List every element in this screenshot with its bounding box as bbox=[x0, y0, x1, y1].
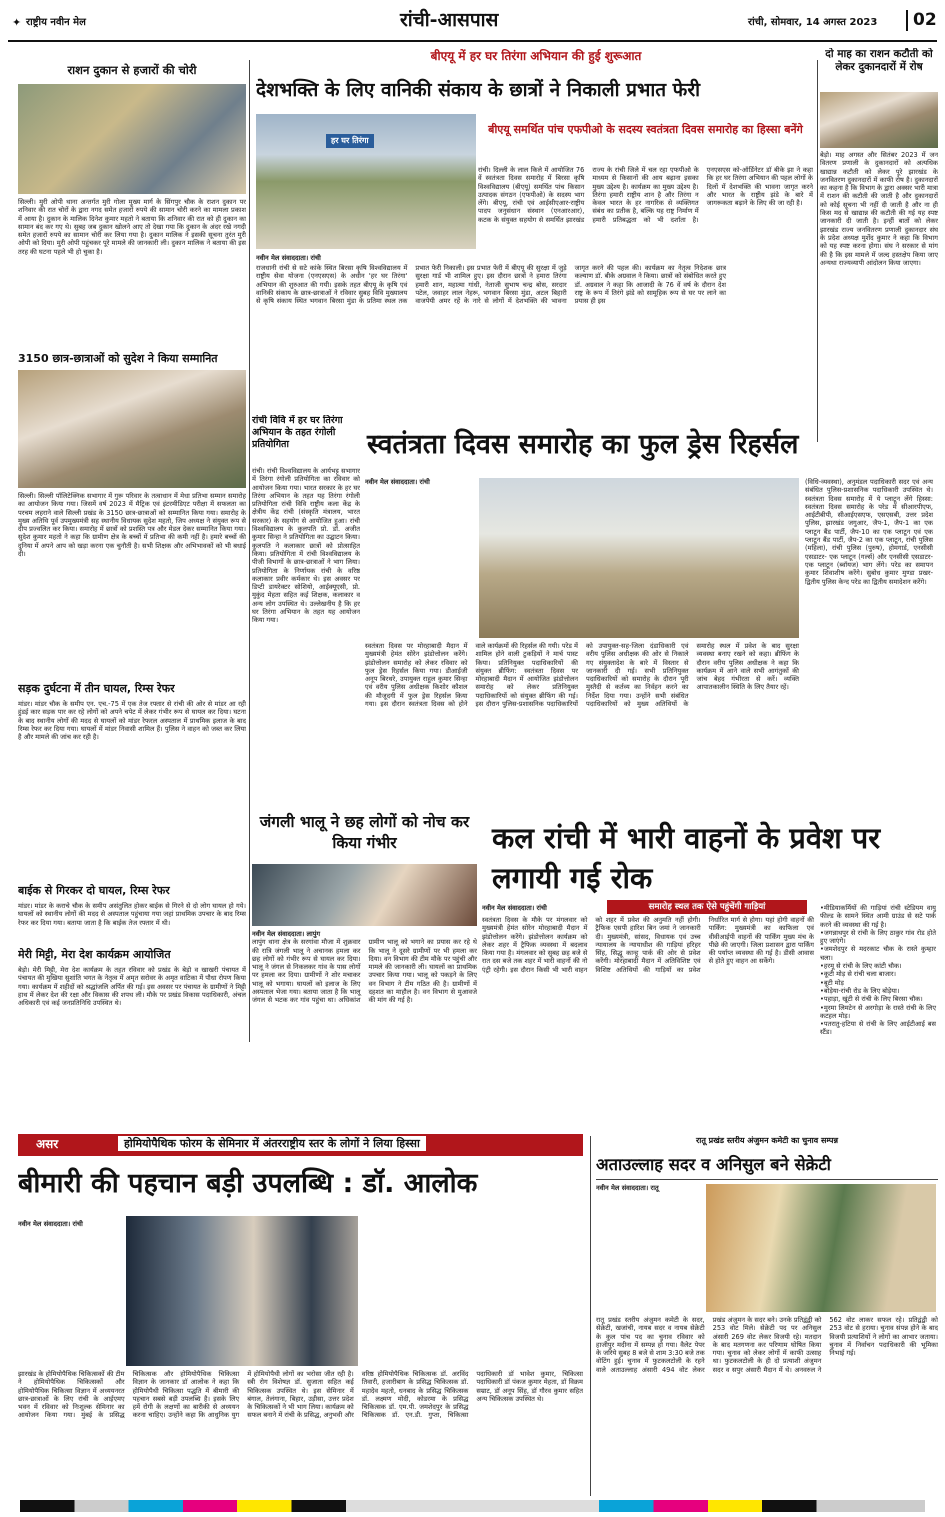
prabhat-pheri-byline: नवीन मेल संवाददाता। रांची bbox=[256, 254, 321, 262]
bike-body: मांडर। मांडर के कराचे चौक के समीप असंतुलित होकर बाईक से गिरने से दो लोग घायल हो गये। घायलों को स्थानीय लोगों की मदद से अस्पताल पहुंचाया गया जहां प्राथमिक उपचार के बाद रिम्स रेफर कर दिया गया। बताया जाता है कि बाईक तेज रफ्तार में थी। bbox=[18, 902, 246, 927]
fpo-body: रांची। दिल्ली के लाल किले में आयोजित 76 वें स्वतंत्रता दिवस समारोह में बिरसा कृषि विश्वविद्यालय (बीएयू) समर्थित पांच किसान उत्पादक संगठन (एफपीओ) के सदस्य भाग लेंगे। बीएयू, रांची एवं आईसीएआर-राष्ट्रीय पादप जनुसंधान संस्थान (एनआरआर), कटक के संयुक्त सहयोग से समर्थित झारखंड राज्य के रांची जिले में चल रहा एफपीओ के माध्यम से किसानों की आय बढ़ाना इसका मुख्य उद्देश्य है। कार्यक्रम का मुख्य उद्देश्य है। तिरंगा हमारी राष्ट्रीय शान है और तिरंगा न केवल भारत के हर नागरिक से व्यक्तिगत संबंध का प्रतीक है, बल्कि यह राष्ट्र निर्माण में हमारी प्रतिबद्धता को भी दर्शाता है। एनएसएस को-ऑर्डिनेटर डॉ बीके झा ने कहा कि हर घर तिरंगा अभियान की पहल लोगों के दिलों में देशभक्ति की भावना जागृत करने और भारत के राष्ट्रीय झंडे के बारे में जागरूकता बढ़ाने के लिए की जा रही है। bbox=[478, 166, 813, 224]
prabhat-pheri-photo bbox=[256, 114, 476, 249]
ration-cut-article bbox=[820, 48, 938, 443]
page-number: 02 bbox=[906, 10, 937, 31]
bullet-item: •हरमू से रांची के लिए कांटी चौक। bbox=[820, 962, 902, 971]
anjuman-kicker: रातू प्रखंड स्तरीय अंजुमन कमेटी का चुनाव सम्पन्न bbox=[695, 1136, 839, 1145]
bullet-item: •मीडियाकर्मियों की गाड़ियां रांची स्टेडियम वायु फील्ड के सामने स्थित आमी ग्राउंड से सटे पार्क करने की व्यवस्था की गई है। bbox=[820, 904, 936, 929]
student-honor-title: 3150 छात्र-छात्राओं को सुदेश ने किया सम्मानित bbox=[18, 352, 218, 365]
homeo-article bbox=[18, 1158, 583, 1498]
ration-cut-title: दो माह का राशन कटौती को लेकर दुकानदारों में रोष bbox=[825, 48, 933, 73]
student-honor-photo bbox=[18, 370, 246, 488]
traffic-article bbox=[482, 818, 938, 1136]
banner-caption: हर घर तिरंगा bbox=[326, 134, 374, 148]
bear-attack-body: लापुंग थाना क्षेत्र के सरगांवा मौजा में शुक्रवार की रात्रि जंगली भालू ने अचानक हमला कर छह लोगों को गंभीर रूप से घायल कर दिया। भालू ने जंगल से निकलकर गांव के पास लोगों पर हमला कर दिया। ग्रामीणों ने शोर मचाकर भालू को भगाया। घायलों को इलाज के लिए अस्पताल भेजा गया। बताया जाता है कि भालू जंगल से भटक कर गांव पहुंचा था। अधिकांश ग्रामीण भालू को भगाने का प्रयास कर रहे थे कि भालू ने दूसरे ग्रामीणों पर भी हमला कर दिया। वन विभाग की टीम मौके पर पहुंची और मामले की जानकारी ली। घायलों का प्राथमिक उपचार किया गया। भालू को पकड़ने के लिए वन विभाग ने टीम गठित की है। ग्रामीणों में दहशत का माहौल है। वन विभाग से मुआवजे की मांग की गई है। bbox=[252, 938, 477, 1005]
top-strip bbox=[256, 46, 816, 66]
homeo-title: बीमारी की पहचान बड़ी उपलब्धि : डॉ. आलोक bbox=[18, 1168, 478, 1199]
accident-article bbox=[18, 682, 246, 882]
section-title: रांची-आसपास bbox=[400, 9, 499, 31]
fpo-title: बीएयू समर्थित पांच एफपीओ के सदस्य स्वतंत्रता दिवस समारोह का हिस्सा बनेंगे bbox=[488, 123, 803, 136]
brand-name: राष्ट्रीय नवीन मेल bbox=[26, 17, 86, 28]
traffic-body: स्वतंत्रता दिवस के मौके पर मंगलवार को मुख्यमंत्री हेमंत सोरेन मोरहाबादी मैदान में झंडोत्तोलन करेंगे। झंडोत्तोलन कार्यक्रम को लेकर शहर में ट्रैफिक व्यवस्था में बदलाव किया गया है। मंगलवार को सुबह छह बजे से रात दस बजे तक शहर में भारी वाहनों की नो एंट्री रहेगी। इस दौरान किसी भी भारी वाहन को शहर में प्रवेश की अनुमति नहीं होगी। ट्रैफिक एसपी हारिश बिन जमां ने जानकारी दी। मुख्यमंत्री, सांसद, विधायक एवं उच्च न्यायालय के न्यायाधीश की गाड़ियां हरिहर सिंह, सिद्धू कान्हू पार्क की ओर से प्रवेश करेंगी। मोरहाबादी मैदान में अतिविशिष्ट एवं विशिष्ट अतिथियों की गाड़ियों का प्रवेश निर्धारित मार्ग से होगा। यहां होगी वाहनों की पार्किंग: मुख्यमंत्री का काफिला एवं वीवीआईपी वाहनों की पार्किंग मुख्य मंच के पीछे की जाएगी। जिला प्रशासन द्वारा पार्किंग की पर्याप्त व्यवस्था की गई है। डीसी आवास से होते हुए वाहन आ सकेंगे। bbox=[482, 916, 814, 974]
ration-cut-body: बेड़ो। माह अगस्त और सितंबर 2023 में जन वितरण प्रणाली के दुकानदारों को अत्यधिक खाद्यान्न कटौती को लेकर पूरे झारखंड के जनवितरण दुकानदारों में काफी रोष है। दुकानदारों का कहना है कि विभाग के द्वारा अक्सर भारी मात्रा में राशन की कटौती की जाती है और दुकानदारों को कोई सूचना भी नहीं दी जाती है और ना ही किस मद से खाद्यान्न की कटौती की गई यह स्पष्ट जानकारी दी जाती है। इन्हीं बातों को लेकर झारखंड राज्य जनवितरण प्रणाली दुकानदार संघ के प्रदेश अध्यक्ष मुर्शेद कुमार ने कहा कि विभाग को यह स्पष्ट करना होगा। संघ ने सरकार से मांग की है कि इस मामले में जल्द हस्तक्षेप किया जाए अन्यथा राज्यव्यापी आंदोलन किया जाएगा। bbox=[820, 151, 938, 267]
bullet-item: •पहाड़ा, खूंटी से रांची के लिए बिरसा चौक। bbox=[820, 995, 923, 1004]
top-strip-text: बीएयू में हर घर तिरंगा अभियान की हुई शुरूआत bbox=[430, 49, 642, 63]
meri-mitti-article bbox=[18, 948, 246, 1038]
homeo-byline: नवीन मेल संवाददाता। रांची bbox=[18, 1220, 83, 1228]
brand-logo-icon: ✦ bbox=[12, 16, 22, 29]
bullet-item: •जमशेदपुर से मदरकाट चौक के रास्ते कुम्हार चला। bbox=[820, 945, 936, 962]
rehearsal-photo bbox=[479, 478, 799, 638]
fpo-article bbox=[478, 118, 813, 390]
student-honor-article bbox=[18, 348, 246, 673]
bear-attack-article bbox=[252, 812, 477, 1130]
traffic-byline: नवीन मेल संवाददाता। रांची bbox=[482, 904, 547, 912]
left-column-rule bbox=[249, 60, 250, 1042]
bear-victim-photo bbox=[252, 864, 477, 926]
traffic-title: कल रांची में भारी वाहनों के प्रवेश पर लगायी गई रोक bbox=[492, 821, 881, 895]
bullet-item: •मुरमा लिमटेन से अरगोड़ा के रास्ते रांची के लिए कटहल मोड़। bbox=[820, 1003, 936, 1020]
rehearsal-title: स्वतंत्रता दिवस समारोह का फुल ड्रेस रिहर्सल bbox=[367, 429, 799, 460]
ration-theft-title: राशन दुकान से हजारों की चोरी bbox=[67, 63, 197, 77]
ration-shop-photo bbox=[18, 84, 246, 194]
anjuman-photo bbox=[706, 1184, 936, 1312]
bear-attack-title: जंगली भालू ने छह लोगों को नोच कर किया गंभीर bbox=[259, 813, 470, 852]
masthead bbox=[8, 6, 937, 42]
ration-theft-article bbox=[18, 58, 246, 288]
ration-cut-photo bbox=[820, 92, 938, 148]
prabhat-pheri-body: राजधानी रांची से सटे कांके स्थित बिरसा कृषि विश्वविद्यालय में राष्ट्रीय सेवा योजना (एनएसएस) के अधीन 'हर घर तिरंगा' अभियान की शुरुआत की गयी। इसके तहत बीएयू के कृषि एवं वानिकी संकाय के छात्र-छात्राओं ने रविवार सुबह विवि मुख्यालय से कृषि संकाय स्थित भगवान बिरसा मुंडा के प्रतिमा स्थल तक प्रभात फेरी निकाली। इस प्रभात फेरी में बीएयू की सुरक्षा में जुड़े सुरक्षा गार्ड भी शामिल हुए। इस दौरान छात्रों ने हमारा तिरंगा हमारी शान, महात्मा गांधी, नेताजी सुभाष चन्द्र बोस, सरदार पटेल, जवाहर लाल नेहरू, भगवान बिरसा मुंडा, अटल बिहारी वाजपेयी अमर रहें के नारे से लोगों में देशभक्ति की भावना जागृत करने की पहल की। कार्यक्रम का नेतृत्व निदेशक छात्र कल्याण डॉ. बीके अग्रवाल ने किया। छात्रों को संबोधित करते हुए डॉ. अग्रवाल ने कहा कि आजादी के 76 वें वर्ष के दौरान देश राष्ट्र के रूप में तिरंगे झंडे को सामूहिक रूप से घर पर लाने का प्रयास ही इस bbox=[256, 264, 726, 306]
prabhat-pheri-title: देशभक्ति के लिए वानिकी संकाय के छात्रों ने निकाली प्रभात फेरी bbox=[256, 79, 701, 101]
homeo-body: झारखंड के होमियोपैथिक चिकित्सकों की टीम ने होमियोपैथिक चिकित्सकों और होमियोपैथिक चिकित्सा विज्ञान में अध्ययनरत छात्र-छात्राओं के लिए रांची के आईएमए भवन में रविवार को निःशुल्क सेमिनार का आयोजन किया गया। मुंबई के प्रसिद्ध चिकित्सक और होमियोपैथिक चिकित्सा विज्ञान के जानकार डॉ आलोक ने कहा कि होमियोपैथी चिकित्सा पद्धति में बीमारी की पहचान सबसे बड़ी उपलब्धि है। इसके लिए हमें रोगी के लक्षणों का बारीकी से अध्ययन करना चाहिए। उन्होंने कहा कि आधुनिक युग में होमियोपैथी लोगों का भरोसा जीत रही है। स्त्री रोग विशेषज्ञ डॉ. सुजाता सहित कई चिकित्सक उपस्थित थे। इस सेमिनार में बंगाल, तेलंगाना, बिहार, उड़ीसा, उत्तर प्रदेश के चिकित्सकों ने भी भाग लिया। कार्यक्रम को सफल बनाने में रांची के प्रसिद्ध, अनुभवी और वरिष्ठ होमियोपैथिक चिकित्सक डॉ. अरविंद तिवारी, हजारीबाग के प्रसिद्ध चिकित्सक डॉ. महादेव महतो, धनबाद के प्रसिद्ध चिकित्सक डॉ. लक्ष्मण मोदी, कोडरमा के प्रसिद्ध चिकित्सक डॉ. एम.पी. जमशेदपुर के प्रसिद्ध चिकित्सक डॉ. एन.डी. गुप्ता, चिकित्सा पदाधिकारी डॉ भावेश कुमार, चिकित्सा पदाधिकारी डॉ पंकज कुमार मेहता, डॉ विक्रम सम्राट, डॉ अनूप सिंह, डॉ गौरव कुमार सहित अन्य चिकित्सक उपस्थित थे। bbox=[18, 1370, 583, 1420]
accident-body: मांडर। मांडर चौक के समीप एन. एच.-75 में एक तेज रफ्तार से रांची की ओर से मांडर आ रही हुंडई कार सड़क पार कर रहे लोगों को अपने चपेट में लेकर गंभीर रूप से घायल कर दिया। घटना के बाद स्थानीय लोगों की मदद से घायलों को मांडर रेफरल अस्पताल में प्राथमिक इलाज के बाद रिम्स रेफर कर दिया गया। घायलों में मांडर निवासी शामिल हैं। पुलिस ने वाहन को जब्त कर लिया है और मामले की जांच कर रही है। bbox=[18, 700, 246, 742]
ration-theft-body: सिल्ली। मुरी ओपी थाना अन्तर्गत मुरी गोला मुख्य मार्ग के सिंगपुर चौक के राशन दुकान पर शनिवार की रात चोरों के द्वारा नगद समेत हजारों रुपये की सामान चोरी करने का मामला प्रकाश में आया है। दुकान के मालिक दिनेश कुमार महतो ने बताया कि शनिवार की रात को ही दुकान का सामान बंद कर गए थे। सुबह जब दुकान खोलने आए तो देखा गया कि दुकान के अंदर रखे नगदी समेत हजारों रुपये का सामान चोरी कर लिया गया है। दुकान मालिक ने इसकी सूचना तुरंत मुरी ओपी को दिया। मुरी ओपी पहुंचकर पूरे मामले की जानकारी ली। दुकान मालिक ने बताया की इस तरह की घटना पहले भी हो चुका है। bbox=[18, 198, 246, 256]
meri-mitti-title: मेरी मिट्टी, मेरा देश कार्यक्रम आयोजित bbox=[18, 948, 171, 961]
rehearsal-body: स्वतंत्रता दिवस पर मोरहाबादी मैदान में मुख्यमंत्री हेमंत सोरेन झंडोत्तोलन करेंगे। झंडोत्तोलन समारोह को लेकर रविवार को फुल ड्रेस रिहर्सल किया गया। डीआईजी अनूप बिरथरे, उपायुक्त राहुल कुमार सिन्हा एवं वरीय पुलिस अधीक्षक किशोर कौशल की मौजूदगी में फुल ड्रेस रिहर्सल किया गया। इस दौरान स्वतंत्रता दिवस को होने वाले कार्यक्रमों की रिहर्सल की गयी। परेड में शामिल होने वाली टुकड़ियों ने मार्च पास्ट किया। प्रतिनियुक्त पदाधिकारियों की संयुक्त ब्रीफिंग: स्वतंत्रता दिवस पर मोरहाबादी मैदान में आयोजित झंडोत्तोलन समारोह को लेकर प्रतिनियुक्त पदाधिकारियों को संयुक्त ब्रीफिंग की गई। इस दौरान पुलिस-प्रशासनिक पदाधिकारियों को उपायुक्त-सह-जिला दंडाधिकारी एवं वरीय पुलिस अधीक्षक की ओर से निकाले गए संयुक्तादेश के बारे में विस्तार से जानकारी दी गई। सभी प्रतिनियुक्त पदाधिकारियों को समारोह के दौरान पूरी मुस्तैदी से कर्तव्य का निर्वहन करने का निर्देश दिया गया। उन्होंने सभी संबंधित पदाधिकारियों को मुख्य अतिथियों के समारोह स्थल में प्रवेश के बाद सुरक्षा व्यवस्था बनाए रखने को कहा। ब्रीफिंग के दौरान वरीय पुलिस अधीक्षक ने कहा कि कार्यक्रम में आने वाले सभी आगंतुकों की जांच बेहद गंभीरता से करें। व्यक्ति आपातकालीन स्थिति के लिए तैयार रहें। bbox=[365, 642, 799, 709]
homeo-strip-text: होमियोपैथिक फोरम के सेमिनार में अंतरराष्ट्रीय स्तर के लोगों ने लिया हिस्सा bbox=[118, 1136, 426, 1151]
student-honor-body: सिल्ली। सिल्ली पॉलिटेक्निक सभागार में गुरू परिवार के तत्वाधान में मेधा प्रतिभा सम्मान समारोह का आयोजन किया गया। जिसमें वर्ष 2023 में मैट्रिक एवं इंटरमीडिएट परीक्षा में सफलता का परचम लहराने वाले सिल्ली प्रखंड के 3150 छात्र-छात्राओं को सम्मानित किया गया। समारोह के मुख्य अतिथि पूर्व उपमुख्यमंत्री सह स्थानीय विधायक सुदेश महतो, जिप अध्यक्ष ने संयुक्त रूप से दीप प्रज्वलित कर किया। समारोह में छात्रों को प्रशस्ति पत्र और मेडल देकर सम्मानित किया गया। सुदेश कुमार महतो ने कहा कि ग्रामीण क्षेत्र के बच्चों में प्रतिभा की कमी नहीं है। हमारे बच्चों की दुनिया में अपने आप को खड़ा करना एक चुनौती है। सभी शिक्षक और अभिभावकों को भी बधाई दी। bbox=[18, 492, 246, 559]
rehearsal-article bbox=[365, 420, 938, 808]
anjuman-title: अताउल्लाह सदर व अनिसुल बने सेक्रेटी bbox=[596, 1150, 938, 1180]
rangoli-title: रांची विवि में हर घर तिरंगा अभियान के तहत रंगोली प्रतियोगिता bbox=[252, 415, 343, 450]
meri-mitti-body: बेड़ो। मेरी मिट्टी, मेरा देश कार्यक्रम के तहत रविवार को प्रखंड के बेड़ो व खाखरी पंचायत में पंचायत की मुखिया सुशांति भगत के नेतृत्व में अमृत सरोवर के अमृत वाटिका में पौधा रोपण किया गया। कार्यक्रम में शहीदों को श्रद्धांजलि अर्पित की गई। इस अवसर पर पंचायत के ग्रामीणों ने मिट्टी हाथ में लेकर देश की रक्षा और विकास की शपथ ली। मौके पर प्रखंड विकास पदाधिकारी, अंचल अधिकारी एवं कई जनप्रतिनिधि उपस्थित थे। bbox=[18, 966, 246, 1008]
color-registration-strip bbox=[20, 1500, 925, 1512]
rangoli-body: रांची। रांची विश्वविद्यालय के आर्यभट्ट सभागार में तिरंगा रंगोली प्रतियोगिता का रविवार को आयोजन किया गया। भारत सरकार के हर घर तिरंगा अभियान के तहत यह तिरंगा रंगोली प्रतियोगिता रांची विवि राष्ट्रीय कला केंद्र के क्षेत्रीय केंद्र रांची (संस्कृति मंत्रालय, भारत सरकार) के सहयोग से आयोजित हुआ। रांची विश्वविद्यालय के कुलपति प्रो. डॉ. अजीत कुमार सिन्हा ने प्रतियोगिता का उद्घाटन किया। कुलपति ने कलाकार छात्रों को प्रोत्साहित किया। प्रतियोगिता में रांची विश्वविद्यालय के पीजी विभागों के छात्र-छात्राओं ने भाग लिया। प्रतियोगिता के निर्णायक रांची के वरिष्ठ कलाकार प्रवीर कर्मकार थे। इस अवसर पर डिप्टी डायरेक्टर सोशियो, आईक्यूएसी, प्रो. मुकुंद मेहता सहित कई शिक्षक, कलाकार व अन्य लोग उपस्थित थे। उल्लेखनीय है कि हर घर तिरंगा अभियान के तहत यह आयोजन किया गया। bbox=[252, 467, 360, 625]
rangoli-article bbox=[252, 415, 360, 797]
bike-title: बाईक से गिरकर दो घायल, रिम्स रेफर bbox=[18, 884, 170, 897]
bullet-item: •पतरातु-हटिया से रांची के लिए आईटीआई बस स्टैंड। bbox=[820, 1020, 936, 1037]
bullet-item: •बूटी मोड़ bbox=[820, 978, 844, 987]
rehearsal-side-body: (विधि-व्यवस्था), अनुमंडल पदाधिकारी सदर एवं अन्य संबंधित पुलिस-प्रशासनिक पदाधिकारी उपस्थित थे। स्वतंत्रता दिवस समारोह में ये प्लाटून लेंगे हिस्सा: स्वतंत्रता दिवस समारोह के परेड में सीआरपीएफ, आईटीबीपी, सीआईएसएफ, एसएसबी, उत्तर प्रदेश पुलिस, झारखंड जगुआर, जैप-1, जैप-1 का एक प्लाटून बैंड पार्टी, जैप-10 का एक प्लाटून एवं एक प्लाटून बैंड पार्टी, जैप-2 का एक प्लाटून, रांची पुलिस (महिला), रांची पुलिस (पुरुष), होमगार्ड, एनसीसी एसडाटर- एक प्लाटून (गर्ल्स) और एनसीसी एसडाटर- एक प्लाटून (ब्वॉयज) भाग लेंगे। परेड का समापन कुमार शिवाशीष करेंगे। सुबोध कुमार मुण्डा प्रखर-द्वितीय पुलिस केन्द परेड का द्वितीय समादेशन करेंगे। bbox=[805, 478, 933, 586]
rehearsal-byline: नवीन मेल संवाददाता। रांची bbox=[365, 478, 430, 486]
bottom-column-rule bbox=[590, 1136, 591, 1496]
bear-attack-byline: नवीन मेल संवाददाता। लापुंग bbox=[252, 930, 321, 938]
homeo-kicker: असर bbox=[36, 1137, 59, 1151]
traffic-subhead: समारोह स्थल तक ऐसे पहुंचेंगी गाड़ियां bbox=[607, 900, 807, 914]
anjuman-article bbox=[596, 1136, 938, 1498]
anjuman-byline: नवीन मेल संवाददाता। रातू bbox=[596, 1184, 659, 1192]
traffic-bullets bbox=[820, 904, 936, 1134]
accident-title: सड़क दुर्घटना में तीन घायल, रिम्स रेफर bbox=[18, 682, 175, 695]
right-column-rule bbox=[817, 60, 818, 442]
anjuman-body: रातू प्रखंड स्तरीय अंजुमन कमेटी के सदर, सेक्रेटी, खजांची, नायब सदर व नायब सेक्रेटी के कुल पांच पद का चुनाव रविवार को हाजीपुर मदीना में सम्पन्न हो गया। वैलेट पेपर के जरिये सुबह 8 बजे से शाम 3:30 बजे तक वोटिंग हुई। चुनाव में फुटकलटोली के रहने वाले अताउल्लाह अंसारी 494 वोट लेकर प्रखंड अंजुमन के सदर बने। उनके प्रतिद्वंद्वी को 253 वोट मिले। सेक्रेटी पद पर अनिसुल अंसारी 269 वोट लेकर विजयी रहे। मतदान के बाद मतगणना कर परिणाम घोषित किया गया। चुनाव को लेकर लोगों में काफी उत्साह था। फुटकलटोली के ही दो प्रत्याशी अंजुमन सदर व सपुर अंसारी मैदान में थे। अनवरुल ने 562 वोट लाकर सफल रहे। प्रतिद्वंद्वी को 253 वोट से हराया। चुनाव संपन्न होने के बाद विजयी प्रत्याशियों ने लोगों का आभार जताया। चुनाव में निर्वाचन पदाधिकारी की भूमिका निभाई गई। bbox=[596, 1316, 938, 1374]
bullet-item: •कूटी मोड़ से रांची चला बाजार। bbox=[820, 970, 897, 979]
bullet-item: •जगन्नाथपुर से रांची के लिए ठाकुर गांव रोड होते हुए जाएंगे। bbox=[820, 928, 936, 946]
homeo-seminar-photo bbox=[126, 1216, 358, 1366]
homeo-strip bbox=[18, 1134, 583, 1156]
issue-date: रांची, सोमवार, 14 अगस्त 2023 bbox=[748, 17, 878, 28]
bullet-item: •बोड़ेया-रांची रोड के लिए बोड़ेया। bbox=[820, 986, 900, 995]
